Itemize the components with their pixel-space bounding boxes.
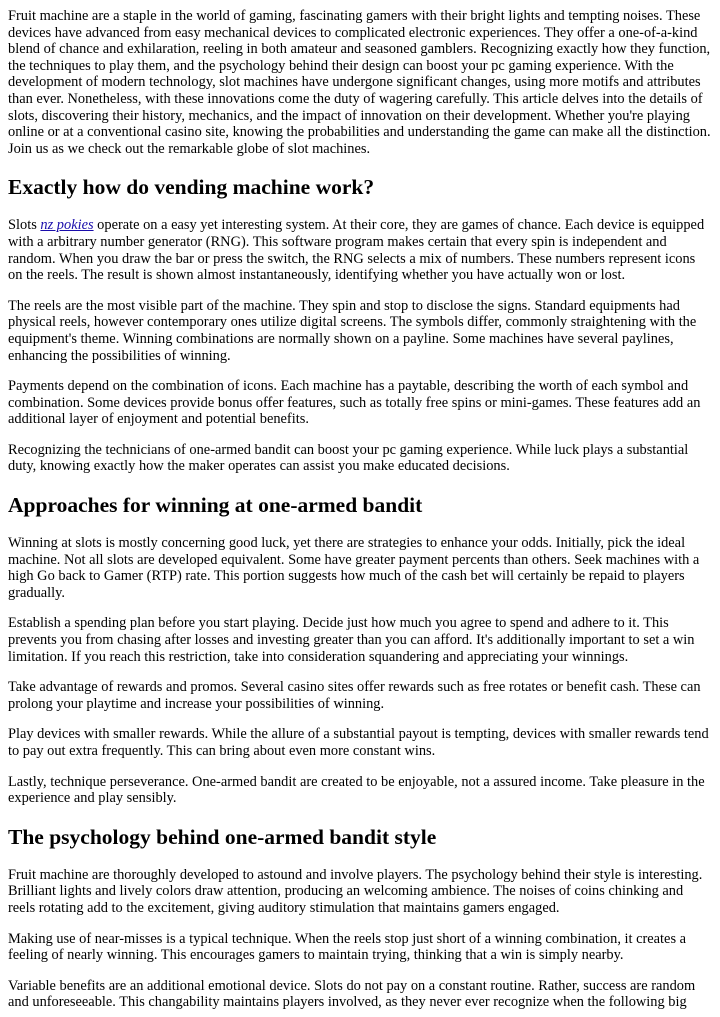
paragraph: Making use of near-misses is a typical technique. When the reels stop just short of a winning combination, it creates a feeling of nearly winning. This encourages gamers to maintain trying, thinking that a win is simply nearby. <box>8 930 687 964</box>
paragraph: Recognizing the technicians of one-armed bandit can boost your pc gaming experience. While luck plays a substantial duty, knowing exactly how the maker operates can assist you make educated decisions. <box>8 441 689 475</box>
paragraph: Payments depend on the combination of icons. Each machine has a paytable, describing the worth of each symbol and combination. Some devices provide bonus offer features, such as totally free spins or mini-games. These features add an additional layer of enjoyment and potential benefits. <box>8 378 701 428</box>
paragraph: Play devices with smaller rewards. While the allure of a substantial payout is tempting, devices with smaller rewards tend to pay out extra frequently. This can bring about even more constant wins. <box>8 726 709 759</box>
paragraph: Winning at slots is mostly concerning good luck, yet there are strategies to enhance your odds. Initially, pick the ideal machine. Not all slots are developed equivalent. Some have greater payment percents than others. Seek machines with a high Go back to Gamer (RTP) rate. This portion suggests how much of the cash bet will certainly be repaid to players gradually. <box>8 535 700 601</box>
paragraph: The reels are the most visible part of the machine. They spin and stop to disclose the signs. Standard equipments had physical reels, however contemporary ones utilize digital screens. The symbols differ, commonly straightening with the equipment's theme. Winning combinations are normally shown on a payline. Some machines have several paylines, enhancing the possibilities of winning. <box>8 297 697 364</box>
paragraph: Fruit machine are thoroughly developed to astound and involve players. The psychology behind their style is interesting. Brilliant lights and lively colors draw attention, producing an welcoming ambience. The noises of coins chinking and reels rotating add to the excitement, giving auditory stimulation that maintains gamers engaged. <box>8 866 703 916</box>
section-heading-winning-approaches: Approaches for winning at one-armed bandit <box>8 493 423 518</box>
paragraph: Take advantage of rewards and promos. Several casino sites offer rewards such as free rotates or benefit cash. These can prolong your playtime and increase your possibilities of winning. <box>8 679 701 712</box>
section-heading-how-machines-work: Exactly how do vending machine work? <box>8 175 375 200</box>
paragraph: Variable benefits are an additional emotional device. Slots do not pay on a constant routine. Rather, success are random and unforeseeable. This changability maintains players involved, as they never ever recognize when the following big <box>8 977 696 1011</box>
paragraph <box>8 217 712 283</box>
intro-paragraph: Fruit machine are a staple in the world of gaming, fascinating gamers with their bright lights and tempting noises. These devices have advanced from easy mechanical devices to complicated electronic experiences. They offer a one-of-a-kind blend of chance and exhilaration, reeling in both amateur and seasoned gamblers. Recognizing exactly how they function, the techniques to play them, and the psychology behind their design can boost your pc gaming experience. With the development of modern technology, slot machines have undergone significant changes, using more motifs and attributes than ever. Nonetheless, with these innovations come the duty of wagering carefully. This article delves into the details of slots, discovering their history, mechanics, and the impact of innovation on their development. Whether you're playing online or at a conventional casino site, knowing the probabilities and understanding the game can make all the distinction. Join us as we check out the remarkable globe of slot machines. <box>8 8 711 157</box>
paragraph: Establish a spending plan before you start playing. Decide just how much you agree to spend and adhere to it. This prevents you from chasing after losses and investing greater than you can afford. It's additionally important to set a win limitation. If you reach this restriction, take into consideration squandering and appreciating your winnings. <box>8 615 695 665</box>
paragraph: Lastly, technique perseverance. One-armed bandit are created to be enjoyable, not a assured income. Take pleasure in the experience and play sensibly. <box>8 773 705 807</box>
paragraph-text: Slots <box>8 217 41 234</box>
paragraph-text: operate on a easy yet interesting system. At their core, they are games of chance. Each device is equipped with a arbitrary number generator (RNG). This software program makes certain that every spin is independent and random. When you draw the bar or press the switch, the RNG selects a mix of numbers. These numbers represent icons on the reels. The result is shown almost instantaneously, identifying whether you have actually won or lost. <box>8 217 705 284</box>
nz-pokies-link[interactable]: nz pokies <box>40 217 94 234</box>
section-heading-psychology: The psychology behind one-armed bandit style <box>8 824 437 849</box>
